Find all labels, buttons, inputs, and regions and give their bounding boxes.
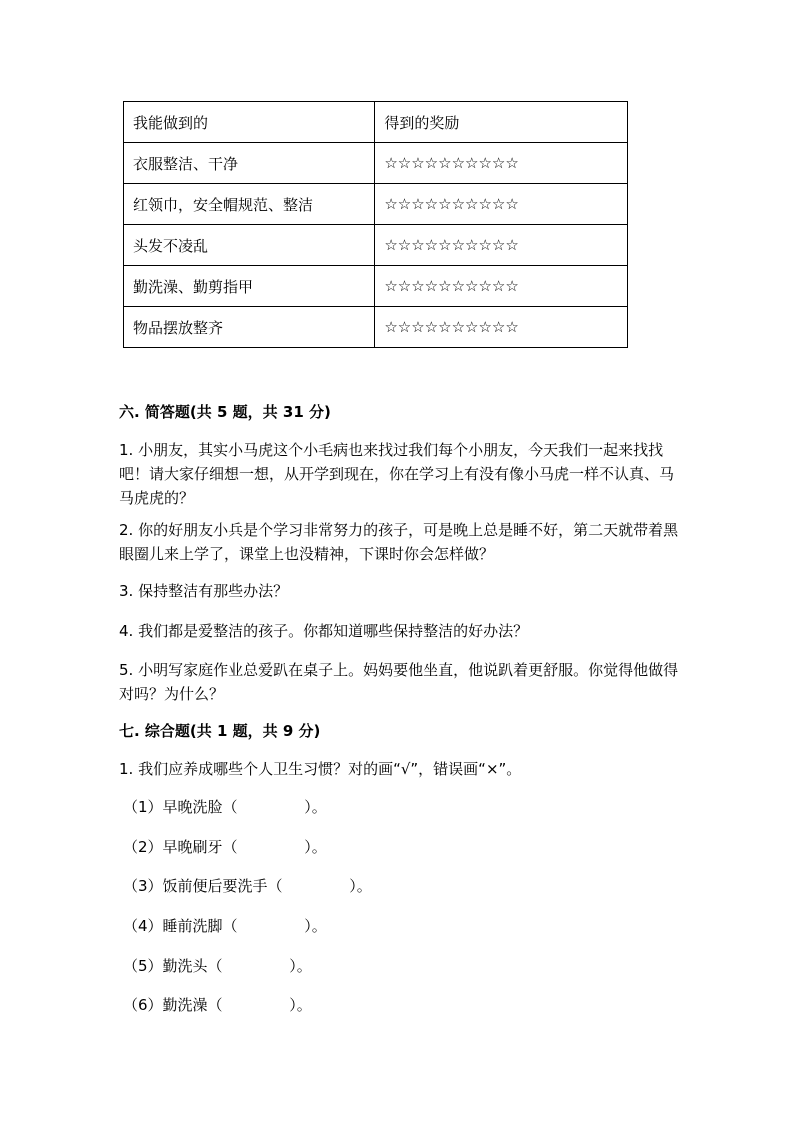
- question-6-5: 5. 小明写家庭作业总爱趴在桌子上。妈妈要他坐直，他说趴着更舒服。你觉得他做得对吗？为什么？: [119, 661, 679, 703]
- table-cell-item: 勤洗澡、勤剪指甲: [124, 266, 375, 307]
- section-7-title: 七. 综合题(共 1 题，共 9 分): [119, 722, 321, 740]
- habit-item: （1）早晚洗脸（ ）。: [123, 798, 327, 816]
- section-6-title: 六. 简答题(共 5 题，共 31 分): [119, 403, 331, 421]
- question-6-3: 3. 保持整洁有那些办法？: [119, 582, 289, 600]
- table-cell-stars: ☆☆☆☆☆☆☆☆☆☆: [375, 143, 628, 184]
- question-6-2: 2. 你的好朋友小兵是个学习非常努力的孩子，可是晚上总是睡不好，第二天就带着黑眼圈儿来上学了，课堂上也没精神，下课时你会怎样做？: [119, 521, 679, 563]
- table-cell-stars: ☆☆☆☆☆☆☆☆☆☆: [375, 184, 628, 225]
- habit-item: （5）勤洗头（ ）。: [123, 957, 312, 975]
- table-cell-item: 头发不凌乱: [124, 225, 375, 266]
- question-7-1: 1. 我们应养成哪些个人卫生习惯？对的画“√”，错误画“×”。: [119, 760, 522, 778]
- table-row: [124, 184, 628, 225]
- table-cell-item: 红领巾，安全帽规范、整洁: [124, 184, 375, 225]
- table-row: [124, 266, 628, 307]
- table-header-row: [124, 102, 628, 143]
- table-row: [124, 143, 628, 184]
- question-6-1: 1. 小朋友，其实小马虎这个小毛病也来找过我们每个小朋友，今天我们一起来找找吧！请大家仔细想一想，从开学到现在，你在学习上有没有像小马虎一样不认真、马马虎虎的？: [119, 441, 675, 507]
- table-cell-item: 衣服整洁、干净: [124, 143, 375, 184]
- table-cell-stars: ☆☆☆☆☆☆☆☆☆☆: [375, 266, 628, 307]
- question-6-4: 4. 我们都是爱整洁的孩子。你都知道哪些保持整洁的好办法？: [119, 622, 529, 640]
- reward-table: [123, 101, 628, 348]
- table-cell-stars: ☆☆☆☆☆☆☆☆☆☆: [375, 307, 628, 348]
- table-cell-stars: ☆☆☆☆☆☆☆☆☆☆: [375, 225, 628, 266]
- habit-item: （3）饭前便后要洗手（ ）。: [123, 877, 372, 895]
- table-cell-item: 物品摆放整齐: [124, 307, 375, 348]
- table-row: [124, 225, 628, 266]
- table-header-cell: 我能做到的: [124, 102, 375, 143]
- habit-item: （2）早晚刷牙（ ）。: [123, 838, 327, 856]
- table-row: [124, 307, 628, 348]
- table-header-cell: 得到的奖励: [375, 102, 628, 143]
- habit-item: （6）勤洗澡（ ）。: [123, 996, 312, 1014]
- habit-item: （4）睡前洗脚（ ）。: [123, 917, 327, 935]
